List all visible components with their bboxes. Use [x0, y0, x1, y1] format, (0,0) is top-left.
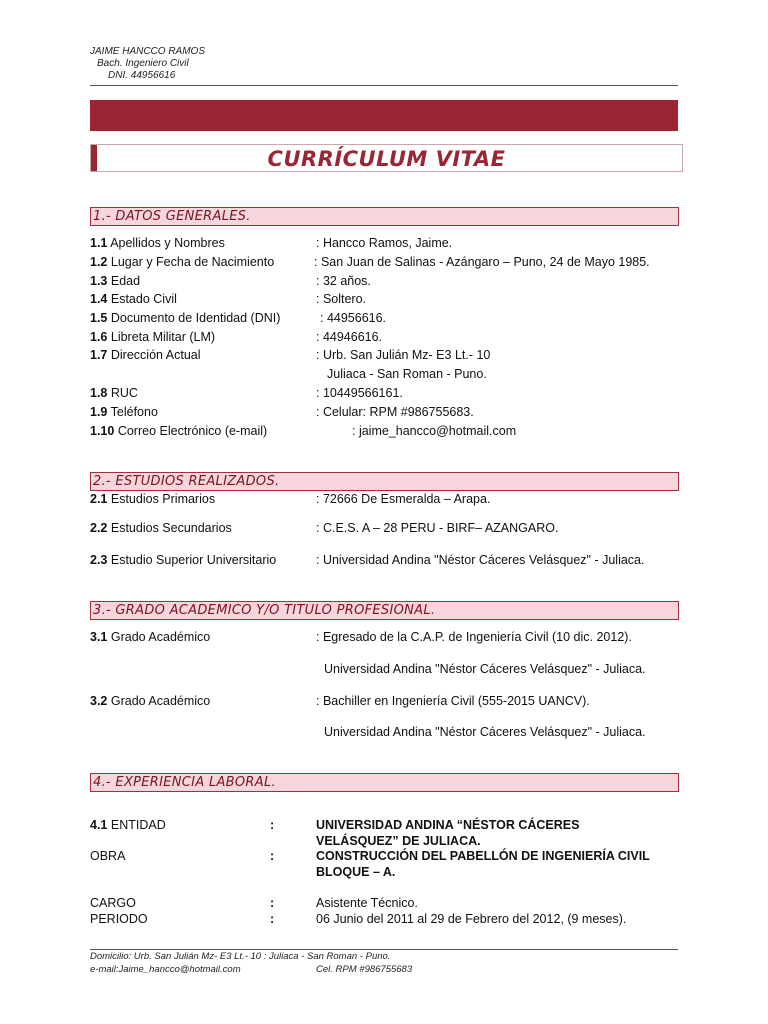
footer-address: Domicilio: Urb. San Julián Mz- E3 Lt.- 10 : Juliaca - San Roman - Puno.: [90, 951, 391, 962]
item-value: : jaime_hancco@hotmail.com: [352, 424, 517, 438]
item-value: : Urb. San Julián Mz- E3 Lt.- 10: [316, 348, 491, 362]
item-label: Estudio Superior Universitario: [110, 553, 277, 567]
section-heading-experiencia: [90, 773, 679, 792]
section-heading-datos: [90, 207, 679, 226]
item-label: Estudios Secundarios: [110, 521, 232, 535]
item-label: Dirección Actual: [110, 348, 201, 362]
title-box: [90, 144, 683, 172]
colon: :: [270, 849, 275, 863]
item-label: Apellidos y Nombres: [110, 236, 225, 250]
datos-row: [90, 235, 225, 251]
entidad-label: [90, 817, 166, 833]
item-number: 1.8: [90, 386, 108, 400]
item-value-continued: Universidad Andina "Néstor Cáceres Velásquez" - Juliaca.: [324, 725, 646, 739]
item-label: ENTIDAD: [110, 818, 166, 832]
item-number: 1.6: [90, 330, 108, 344]
item-value: : Universidad Andina "Néstor Cáceres Velásquez" - Juliaca.: [316, 553, 645, 567]
datos-row: [90, 347, 201, 363]
colon: :: [270, 912, 275, 926]
item-number: 1.10: [90, 424, 115, 438]
entidad-value: UNIVERSIDAD ANDINA “NÉSTOR CÁCERES VELÁSQUEZ” DE JULIACA.: [316, 818, 580, 848]
datos-row: [90, 291, 177, 307]
item-label: Estado Civil: [110, 292, 177, 306]
cargo-label: CARGO: [90, 896, 136, 910]
section-heading-grados: [90, 601, 679, 620]
datos-row: [90, 423, 267, 439]
section-title: 3.- GRADO ACADEMICO Y/O TITULO PROFESIONAL.: [93, 603, 436, 618]
datos-row: [90, 404, 158, 420]
footer-email: e-mail:Jaime_hancco@hotmail.com: [90, 964, 241, 975]
item-number: 2.3: [90, 553, 108, 567]
item-value: : Egresado de la C.A.P. de Ingeniería Civil (10 dic. 2012).: [316, 630, 632, 644]
item-value: : Celular: RPM #986755683.: [316, 405, 474, 419]
page-title: CURRÍCULUM VITAE: [267, 147, 506, 171]
accent-band: [90, 100, 678, 131]
item-label: Estudios Primarios: [110, 492, 216, 506]
item-value: : C.E.S. A – 28 PERU - BIRF– AZANGARO.: [316, 521, 559, 535]
item-value-continued: Juliaca - San Roman - Puno.: [327, 367, 487, 381]
estudios-row: [90, 552, 276, 568]
item-value-continued: Universidad Andina "Néstor Cáceres Velásquez" - Juliaca.: [324, 662, 646, 676]
section-heading-estudios: [90, 472, 679, 491]
datos-row: [90, 254, 274, 270]
item-label: Edad: [110, 274, 141, 288]
estudios-row: [90, 520, 232, 536]
datos-row: [90, 329, 215, 345]
item-number: 1.9: [90, 405, 108, 419]
item-value: : 32 años.: [316, 274, 371, 288]
item-value: : 10449566161.: [316, 386, 403, 400]
estudios-row: [90, 491, 215, 507]
item-label: Teléfono: [110, 405, 158, 419]
cargo-value: Asistente Técnico.: [316, 896, 418, 910]
item-number: 1.4: [90, 292, 108, 306]
datos-row: [90, 385, 138, 401]
item-number: 3.1: [90, 630, 108, 644]
section-title: 4.- EXPERIENCIA LABORAL.: [93, 775, 276, 790]
item-value: : Hancco Ramos, Jaime.: [316, 236, 453, 250]
item-label: Correo Electrónico (e-mail): [117, 424, 268, 438]
section-title: 2.- ESTUDIOS REALIZADOS.: [93, 474, 280, 489]
item-label: Documento de Identidad (DNI): [110, 311, 281, 325]
header-dni: DNI. 44956616: [108, 70, 176, 81]
item-label: Grado Académico: [110, 630, 211, 644]
item-number: 4.1: [90, 818, 108, 832]
item-number: 1.7: [90, 348, 108, 362]
section-title: 1.- DATOS GENERALES.: [93, 209, 251, 224]
datos-row: [90, 310, 280, 326]
item-label: RUC: [110, 386, 138, 400]
item-number: 2.1: [90, 492, 108, 506]
datos-row: [90, 273, 140, 289]
footer-phone: Cel. RPM #986755683: [316, 964, 413, 975]
item-number: 2.2: [90, 521, 108, 535]
item-value: : 44946616.: [316, 330, 383, 344]
footer-divider: [90, 949, 678, 950]
header-divider: [90, 85, 678, 86]
item-label: Lugar y Fecha de Nacimiento: [110, 255, 275, 269]
obra-label: OBRA: [90, 849, 126, 863]
header-name: JAIME HANCCO RAMOS: [90, 46, 206, 57]
grado-row: [90, 693, 210, 709]
periodo-value: 06 Junio del 2011 al 29 de Febrero del 2012, (9 meses).: [316, 912, 627, 926]
colon: :: [270, 896, 275, 910]
item-number: 1.2: [90, 255, 108, 269]
item-value: : 44956616.: [320, 311, 387, 325]
item-number: 3.2: [90, 694, 108, 708]
item-label: Grado Académico: [110, 694, 211, 708]
periodo-label: PERIODO: [90, 912, 148, 926]
header-degree: Bach. Ingeniero Civil: [97, 58, 189, 69]
colon: :: [270, 818, 275, 832]
item-number: 1.5: [90, 311, 108, 325]
item-label: Libreta Militar (LM): [110, 330, 216, 344]
obra-value: CONSTRUCCIÓN DEL PABELLÓN DE INGENIERÍA CIVIL BLOQUE – A.: [316, 849, 650, 879]
item-value: : 72666 De Esmeralda – Arapa.: [316, 492, 491, 506]
item-value: : San Juan de Salinas - Azángaro – Puno, 24 de Mayo 1985.: [314, 255, 650, 269]
grado-row: [90, 629, 210, 645]
item-number: 1.1: [90, 236, 108, 250]
item-number: 1.3: [90, 274, 108, 288]
item-value: : Bachiller en Ingeniería Civil (555-2015 UANCV).: [316, 694, 590, 708]
item-value: : Soltero.: [316, 292, 367, 306]
